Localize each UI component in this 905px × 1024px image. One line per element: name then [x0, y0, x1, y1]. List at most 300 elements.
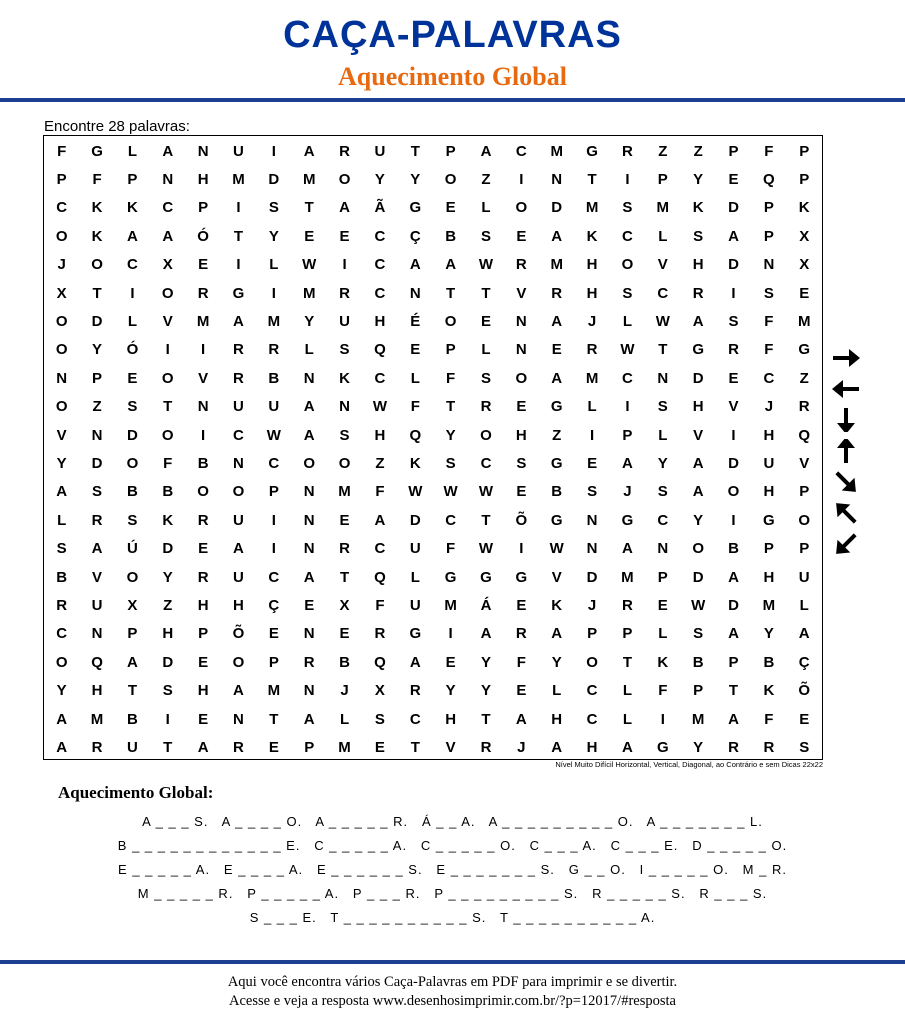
grid-letter[interactable]: X: [56, 284, 67, 302]
grid-letter[interactable]: N: [303, 483, 315, 501]
grid-letter[interactable]: F: [57, 142, 67, 160]
grid-letter[interactable]: K: [551, 596, 563, 614]
grid-letter[interactable]: D: [692, 568, 704, 586]
grid-letter[interactable]: L: [410, 369, 420, 387]
grid-letter[interactable]: C: [162, 199, 174, 217]
grid-letter[interactable]: G: [91, 142, 103, 160]
grid-letter[interactable]: U: [763, 454, 775, 472]
grid-letter[interactable]: H: [692, 256, 704, 274]
grid-letter[interactable]: N: [303, 369, 315, 387]
grid-letter[interactable]: I: [519, 540, 524, 558]
grid-letter[interactable]: R: [798, 398, 810, 416]
grid-letter[interactable]: Ó: [197, 227, 209, 245]
grid-letter[interactable]: G: [763, 511, 775, 529]
grid-letter[interactable]: K: [692, 199, 704, 217]
grid-letter[interactable]: O: [338, 454, 351, 472]
grid-letter[interactable]: I: [625, 171, 630, 189]
grid-letter[interactable]: Y: [92, 341, 103, 359]
grid-letter[interactable]: C: [586, 710, 598, 728]
grid-letter[interactable]: P: [657, 568, 668, 586]
grid-letter[interactable]: P: [198, 625, 209, 643]
grid-letter[interactable]: R: [551, 284, 563, 302]
grid-letter[interactable]: R: [233, 369, 244, 387]
grid-letter[interactable]: L: [552, 682, 562, 700]
grid-letter[interactable]: T: [481, 511, 491, 529]
grid-letter[interactable]: C: [374, 227, 386, 245]
grid-letter[interactable]: L: [481, 199, 491, 217]
grid-letter[interactable]: A: [480, 625, 492, 643]
grid-letter[interactable]: B: [339, 653, 350, 671]
grid-letter[interactable]: B: [197, 454, 209, 472]
grid-letter[interactable]: T: [446, 398, 456, 416]
grid-letter[interactable]: G: [480, 568, 492, 586]
grid-letter[interactable]: H: [586, 256, 598, 274]
grid-letter[interactable]: S: [56, 540, 67, 558]
grid-letter[interactable]: O: [161, 284, 174, 302]
grid-letter[interactable]: I: [165, 710, 170, 728]
grid-letter[interactable]: A: [551, 625, 563, 643]
grid-letter[interactable]: X: [162, 256, 173, 274]
grid-letter[interactable]: O: [444, 313, 457, 331]
grid-letter[interactable]: Z: [658, 142, 668, 160]
grid-letter[interactable]: E: [587, 454, 598, 472]
grid-letter[interactable]: H: [197, 682, 209, 700]
grid-letter[interactable]: R: [622, 596, 633, 614]
grid-letter[interactable]: Q: [374, 568, 386, 586]
grid-letter[interactable]: Y: [480, 653, 491, 671]
grid-letter[interactable]: M: [585, 199, 599, 217]
grid-letter[interactable]: H: [763, 483, 775, 501]
grid-letter[interactable]: M: [90, 710, 104, 728]
grid-letter[interactable]: O: [232, 653, 245, 671]
grid-letter[interactable]: L: [799, 596, 809, 614]
grid-letter[interactable]: J: [623, 483, 632, 501]
grid-letter[interactable]: E: [198, 653, 209, 671]
grid-letter[interactable]: S: [728, 313, 739, 331]
grid-letter[interactable]: Y: [374, 171, 385, 189]
grid-letter[interactable]: M: [691, 710, 705, 728]
grid-letter[interactable]: A: [728, 568, 739, 586]
grid-letter[interactable]: T: [233, 227, 244, 245]
grid-letter[interactable]: S: [268, 199, 279, 217]
grid-letter[interactable]: O: [126, 568, 139, 586]
grid-letter[interactable]: W: [549, 540, 564, 558]
grid-letter[interactable]: A: [126, 227, 138, 245]
grid-letter[interactable]: Õ: [232, 625, 245, 643]
grid-letter[interactable]: P: [304, 738, 315, 756]
grid-letter[interactable]: W: [478, 256, 494, 274]
grid-letter[interactable]: R: [622, 142, 633, 160]
grid-letter[interactable]: N: [197, 142, 209, 160]
grid-letter[interactable]: O: [55, 341, 68, 359]
grid-letter[interactable]: A: [303, 142, 315, 160]
grid-letter[interactable]: C: [56, 625, 68, 643]
grid-letter[interactable]: S: [339, 426, 350, 444]
grid-letter[interactable]: H: [374, 426, 386, 444]
grid-letter[interactable]: B: [126, 483, 138, 501]
grid-letter[interactable]: H: [586, 284, 598, 302]
grid-letter[interactable]: N: [303, 511, 315, 529]
grid-letter[interactable]: L: [658, 426, 668, 444]
grid-letter[interactable]: T: [304, 199, 314, 217]
grid-letter[interactable]: L: [481, 341, 491, 359]
grid-letter[interactable]: G: [232, 284, 245, 302]
grid-letter[interactable]: Z: [799, 369, 809, 387]
grid-letter[interactable]: I: [342, 256, 347, 274]
grid-letter[interactable]: H: [763, 568, 775, 586]
grid-letter[interactable]: G: [550, 398, 563, 416]
grid-letter[interactable]: H: [586, 738, 598, 756]
grid-letter[interactable]: H: [233, 596, 244, 614]
grid-letter[interactable]: Õ: [515, 511, 528, 529]
grid-letter[interactable]: P: [622, 625, 633, 643]
grid-letter[interactable]: R: [303, 653, 315, 671]
grid-letter[interactable]: O: [91, 256, 103, 274]
grid-letter[interactable]: I: [731, 284, 736, 302]
grid-letter[interactable]: A: [622, 454, 633, 472]
grid-letter[interactable]: W: [372, 398, 387, 416]
grid-letter[interactable]: Y: [657, 454, 668, 472]
grid-letter[interactable]: Á: [480, 596, 492, 614]
grid-letter[interactable]: V: [56, 426, 67, 444]
grid-letter[interactable]: E: [339, 511, 350, 529]
grid-letter[interactable]: R: [515, 256, 527, 274]
grid-letter[interactable]: S: [587, 483, 598, 501]
grid-letter[interactable]: F: [658, 682, 668, 700]
grid-letter[interactable]: T: [410, 738, 420, 756]
grid-letter[interactable]: D: [268, 171, 280, 189]
grid-letter[interactable]: M: [550, 256, 563, 274]
grid-letter[interactable]: X: [799, 256, 810, 274]
grid-letter[interactable]: G: [586, 142, 598, 160]
grid-letter[interactable]: S: [92, 483, 103, 501]
grid-letter[interactable]: U: [268, 398, 280, 416]
grid-letter[interactable]: U: [409, 596, 421, 614]
grid-letter[interactable]: E: [198, 540, 209, 558]
grid-letter[interactable]: C: [409, 710, 421, 728]
grid-letter[interactable]: H: [763, 426, 775, 444]
grid-letter[interactable]: A: [728, 625, 739, 643]
grid-letter[interactable]: R: [233, 738, 244, 756]
grid-letter[interactable]: R: [728, 341, 739, 359]
grid-letter[interactable]: M: [302, 171, 316, 189]
grid-letter[interactable]: N: [162, 171, 174, 189]
grid-letter[interactable]: O: [161, 369, 174, 387]
grid-letter[interactable]: F: [92, 171, 102, 189]
grid-letter[interactable]: W: [266, 426, 281, 444]
grid-letter[interactable]: Z: [163, 596, 173, 614]
grid-letter[interactable]: P: [799, 483, 810, 501]
grid-letter[interactable]: V: [657, 256, 668, 274]
grid-letter[interactable]: I: [236, 256, 241, 274]
grid-letter[interactable]: F: [410, 398, 420, 416]
grid-letter[interactable]: Y: [162, 568, 173, 586]
grid-letter[interactable]: Ç: [409, 227, 421, 245]
grid-letter[interactable]: Ã: [374, 199, 386, 217]
grid-letter[interactable]: N: [339, 398, 350, 416]
grid-letter[interactable]: T: [481, 710, 491, 728]
grid-letter[interactable]: M: [550, 142, 563, 160]
grid-letter[interactable]: N: [515, 341, 527, 359]
grid-letter[interactable]: T: [92, 284, 102, 302]
grid-letter[interactable]: H: [91, 682, 103, 700]
grid-letter[interactable]: B: [728, 540, 739, 558]
grid-letter[interactable]: E: [516, 398, 527, 416]
grid-letter[interactable]: L: [304, 341, 314, 359]
grid-letter[interactable]: N: [91, 426, 103, 444]
grid-letter[interactable]: A: [551, 738, 563, 756]
grid-letter[interactable]: R: [515, 625, 527, 643]
grid-letter[interactable]: A: [56, 710, 68, 728]
grid-letter[interactable]: S: [622, 199, 633, 217]
grid-letter[interactable]: M: [338, 483, 351, 501]
grid-letter[interactable]: I: [236, 199, 241, 217]
grid-letter[interactable]: G: [409, 625, 422, 643]
grid-letter[interactable]: N: [763, 256, 775, 274]
grid-letter[interactable]: S: [693, 227, 704, 245]
grid-letter[interactable]: É: [410, 313, 421, 331]
grid-letter[interactable]: G: [550, 511, 563, 529]
grid-letter[interactable]: D: [126, 426, 138, 444]
grid-letter[interactable]: M: [267, 682, 281, 700]
grid-letter[interactable]: E: [516, 596, 527, 614]
grid-letter[interactable]: C: [233, 426, 244, 444]
grid-letter[interactable]: A: [409, 653, 421, 671]
grid-letter[interactable]: E: [268, 738, 279, 756]
grid-letter[interactable]: V: [162, 313, 173, 331]
grid-letter[interactable]: E: [516, 227, 527, 245]
grid-letter[interactable]: P: [92, 369, 103, 387]
grid-letter[interactable]: W: [691, 596, 706, 614]
grid-letter[interactable]: S: [693, 625, 704, 643]
grid-letter[interactable]: L: [269, 256, 279, 274]
grid-letter[interactable]: O: [515, 199, 528, 217]
grid-letter[interactable]: A: [692, 454, 704, 472]
grid-letter[interactable]: S: [622, 284, 633, 302]
grid-letter[interactable]: R: [233, 341, 244, 359]
grid-letter[interactable]: P: [799, 142, 810, 160]
grid-letter[interactable]: P: [268, 653, 279, 671]
grid-letter[interactable]: K: [126, 199, 138, 217]
grid-letter[interactable]: E: [410, 341, 421, 359]
grid-letter[interactable]: B: [268, 369, 280, 387]
grid-letter[interactable]: P: [587, 625, 598, 643]
grid-letter[interactable]: Y: [693, 511, 704, 529]
grid-letter[interactable]: D: [409, 511, 421, 529]
grid-letter[interactable]: O: [303, 454, 316, 472]
grid-letter[interactable]: B: [56, 568, 68, 586]
grid-letter[interactable]: L: [658, 227, 668, 245]
grid-letter[interactable]: P: [728, 142, 739, 160]
grid-letter[interactable]: S: [763, 284, 774, 302]
grid-letter[interactable]: L: [622, 710, 633, 728]
grid-letter[interactable]: L: [57, 511, 67, 529]
grid-letter[interactable]: M: [267, 313, 281, 331]
grid-letter[interactable]: L: [622, 313, 633, 331]
grid-letter[interactable]: A: [233, 540, 244, 558]
grid-letter[interactable]: D: [728, 199, 739, 217]
grid-letter[interactable]: U: [126, 738, 138, 756]
grid-letter[interactable]: K: [339, 369, 350, 387]
grid-letter[interactable]: W: [443, 483, 458, 501]
grid-letter[interactable]: C: [374, 256, 386, 274]
grid-letter[interactable]: A: [303, 426, 315, 444]
grid-letter[interactable]: A: [551, 313, 563, 331]
grid-letter[interactable]: A: [339, 199, 350, 217]
grid-letter[interactable]: A: [233, 682, 244, 700]
grid-letter[interactable]: W: [408, 483, 423, 501]
grid-letter[interactable]: A: [445, 256, 457, 274]
grid-letter[interactable]: N: [657, 540, 669, 558]
grid-letter[interactable]: I: [448, 625, 453, 643]
grid-letter[interactable]: Q: [409, 426, 422, 444]
grid-letter[interactable]: U: [374, 142, 386, 160]
grid-letter[interactable]: A: [551, 369, 563, 387]
grid-letter[interactable]: V: [693, 426, 704, 444]
grid-letter[interactable]: V: [516, 284, 527, 302]
grid-letter[interactable]: H: [551, 710, 563, 728]
grid-letter[interactable]: V: [728, 398, 739, 416]
grid-letter[interactable]: F: [516, 653, 526, 671]
grid-letter[interactable]: G: [692, 341, 704, 359]
grid-letter[interactable]: I: [731, 426, 736, 444]
grid-letter[interactable]: N: [233, 454, 244, 472]
grid-letter[interactable]: J: [587, 313, 597, 331]
grid-letter[interactable]: A: [692, 483, 704, 501]
grid-letter[interactable]: P: [799, 540, 810, 558]
grid-letter[interactable]: Y: [480, 682, 491, 700]
grid-letter[interactable]: P: [728, 653, 739, 671]
grid-letter[interactable]: S: [516, 454, 527, 472]
grid-letter[interactable]: G: [621, 511, 634, 529]
grid-letter[interactable]: M: [797, 313, 811, 331]
grid-letter[interactable]: L: [622, 682, 633, 700]
grid-letter[interactable]: M: [656, 199, 670, 217]
grid-letter[interactable]: G: [515, 568, 528, 586]
grid-letter[interactable]: U: [233, 511, 244, 529]
grid-letter[interactable]: C: [374, 369, 386, 387]
grid-letter[interactable]: O: [621, 256, 634, 274]
grid-letter[interactable]: O: [515, 369, 528, 387]
grid-letter[interactable]: A: [728, 710, 739, 728]
grid-letter[interactable]: H: [445, 710, 457, 728]
grid-letter[interactable]: P: [657, 171, 668, 189]
grid-letter[interactable]: D: [728, 256, 739, 274]
grid-letter[interactable]: L: [658, 625, 668, 643]
grid-letter[interactable]: N: [303, 540, 315, 558]
grid-letter[interactable]: C: [268, 454, 280, 472]
grid-letter[interactable]: R: [197, 284, 209, 302]
grid-letter[interactable]: G: [798, 341, 811, 359]
grid-letter[interactable]: P: [693, 682, 704, 700]
grid-letter[interactable]: S: [162, 682, 173, 700]
grid-letter[interactable]: D: [728, 454, 739, 472]
grid-letter[interactable]: G: [550, 454, 563, 472]
grid-letter[interactable]: Z: [375, 454, 385, 472]
grid-letter[interactable]: A: [56, 738, 68, 756]
grid-letter[interactable]: I: [519, 171, 524, 189]
grid-letter[interactable]: T: [481, 284, 491, 302]
grid-letter[interactable]: Y: [410, 171, 421, 189]
grid-letter[interactable]: W: [620, 341, 635, 359]
grid-letter[interactable]: N: [515, 313, 527, 331]
grid-letter[interactable]: I: [201, 426, 206, 444]
grid-letter[interactable]: D: [586, 568, 598, 586]
grid-letter[interactable]: J: [587, 596, 597, 614]
grid-letter[interactable]: Ó: [126, 341, 139, 359]
grid-letter[interactable]: A: [162, 142, 174, 160]
grid-letter[interactable]: R: [197, 511, 209, 529]
grid-letter[interactable]: Y: [268, 227, 279, 245]
grid-letter[interactable]: Z: [481, 171, 491, 189]
grid-letter[interactable]: G: [444, 568, 457, 586]
grid-letter[interactable]: O: [444, 171, 457, 189]
grid-letter[interactable]: B: [551, 483, 563, 501]
grid-letter[interactable]: C: [763, 369, 775, 387]
grid-letter[interactable]: Q: [91, 653, 103, 671]
grid-letter[interactable]: F: [764, 341, 774, 359]
grid-letter[interactable]: W: [655, 313, 670, 331]
grid-letter[interactable]: K: [162, 511, 174, 529]
grid-letter[interactable]: Y: [56, 682, 67, 700]
grid-letter[interactable]: K: [586, 227, 598, 245]
grid-letter[interactable]: L: [410, 568, 420, 586]
grid-letter[interactable]: E: [198, 256, 209, 274]
grid-letter[interactable]: B: [692, 653, 704, 671]
grid-letter[interactable]: Y: [445, 682, 456, 700]
grid-letter[interactable]: R: [374, 625, 386, 643]
grid-letter[interactable]: H: [162, 625, 174, 643]
grid-letter[interactable]: A: [728, 227, 739, 245]
grid-letter[interactable]: P: [622, 426, 633, 444]
grid-letter[interactable]: S: [799, 738, 810, 756]
grid-letter[interactable]: V: [92, 568, 103, 586]
grid-letter[interactable]: A: [197, 738, 209, 756]
grid-letter[interactable]: R: [339, 540, 350, 558]
grid-letter[interactable]: N: [233, 710, 244, 728]
grid-letter[interactable]: R: [268, 341, 280, 359]
grid-letter[interactable]: A: [56, 483, 68, 501]
grid-letter[interactable]: E: [304, 596, 315, 614]
grid-letter[interactable]: K: [91, 199, 103, 217]
grid-letter[interactable]: F: [163, 454, 173, 472]
grid-letter[interactable]: J: [57, 256, 66, 274]
grid-letter[interactable]: V: [198, 369, 209, 387]
grid-letter[interactable]: M: [762, 596, 776, 614]
grid-letter[interactable]: R: [763, 738, 775, 756]
grid-letter[interactable]: W: [478, 540, 494, 558]
grid-letter[interactable]: T: [127, 682, 137, 700]
grid-letter[interactable]: P: [445, 142, 456, 160]
grid-letter[interactable]: J: [517, 738, 526, 756]
grid-letter[interactable]: U: [409, 540, 421, 558]
grid-letter[interactable]: M: [196, 313, 210, 331]
grid-letter[interactable]: P: [198, 199, 209, 217]
grid-letter[interactable]: C: [622, 227, 633, 245]
grid-letter[interactable]: D: [728, 596, 739, 614]
grid-letter[interactable]: A: [126, 653, 138, 671]
grid-letter[interactable]: A: [374, 511, 386, 529]
grid-letter[interactable]: H: [515, 426, 527, 444]
grid-letter[interactable]: D: [91, 313, 103, 331]
grid-letter[interactable]: P: [763, 199, 774, 217]
grid-letter[interactable]: E: [657, 596, 668, 614]
grid-letter[interactable]: E: [268, 625, 279, 643]
grid-letter[interactable]: W: [302, 256, 317, 274]
grid-letter[interactable]: C: [445, 511, 457, 529]
grid-letter[interactable]: A: [162, 227, 174, 245]
grid-letter[interactable]: H: [374, 313, 386, 331]
